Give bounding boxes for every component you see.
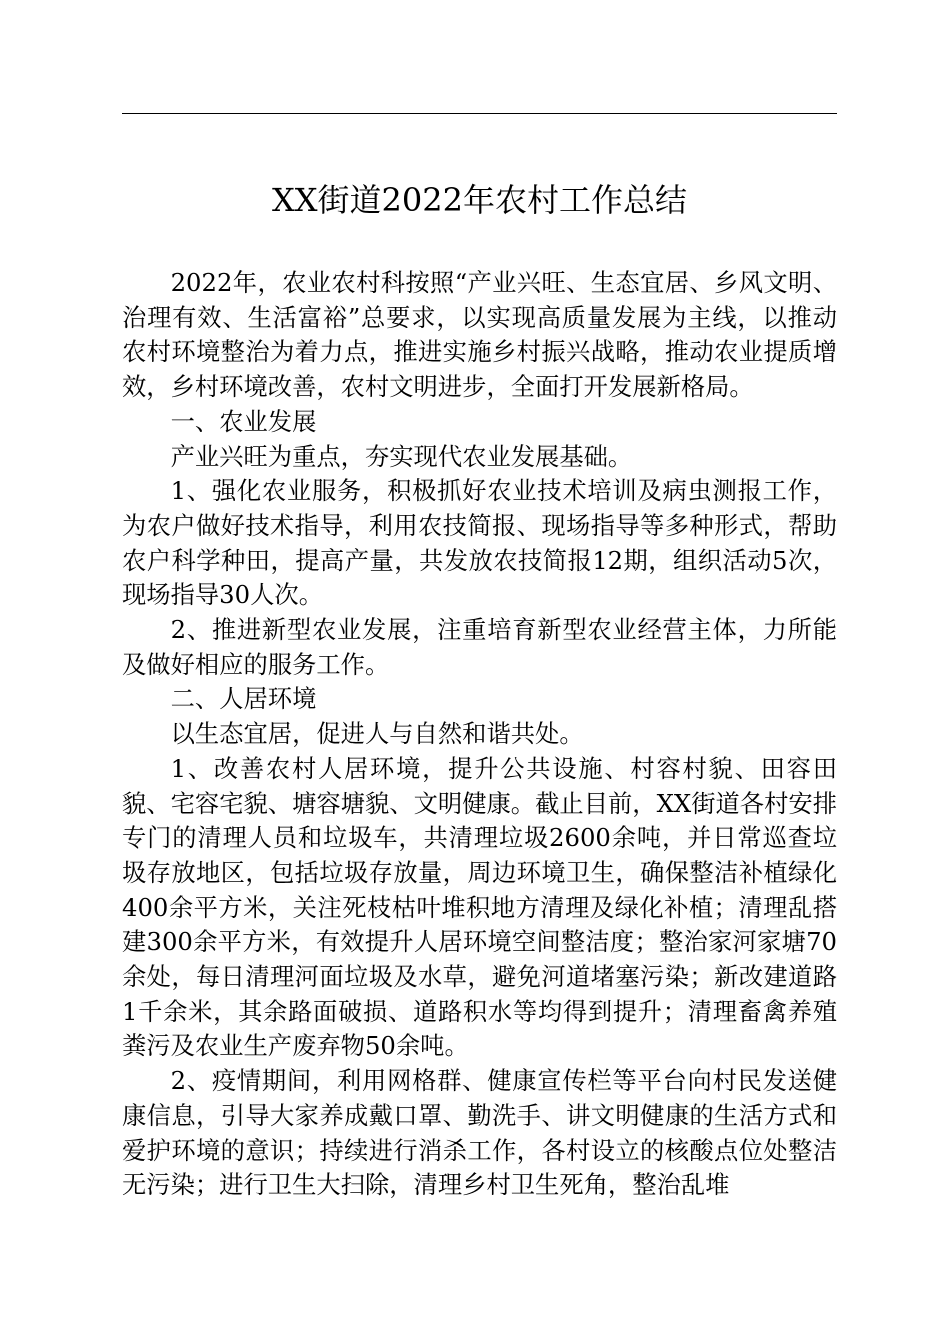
agriculture-item-2: 2、推进新型农业发展，注重培育新型农业经营主体，力所能及做好相应的服务工作。 bbox=[122, 615, 837, 679]
header-rule bbox=[122, 113, 837, 114]
environment-item-1: 1、改善农村人居环境，提升公共设施、村容村貌、田容田貌、宅容宅貌、塘容塘貌、文明健康。截止目前，XX街道各村安排专门的清理人员和垃圾车，共清理垃圾2600余吨，并日常巡查垃圾存放地区，包括垃圾存放量，周边环境卫生，确保整洁补植绿化400余平方米，关注死枝枯叶堆积地方清理及绿化补植；清理乱搭建300余平方米，有效提升人居环境空间整洁度；整治家河家塘70余处，每日清理河面垃圾及水草，避免河道堵塞污染；新改建道路1千余米，其余路面破损、道路积水等均得到提升；清理畜禽养殖粪污及农业生产废弃物50余吨。 bbox=[122, 753, 837, 1061]
agriculture-summary: 产业兴旺为重点，夯实现代农业发展基础。 bbox=[170, 441, 633, 471]
section-heading-agriculture: 一、农业发展 bbox=[170, 406, 317, 436]
intro-paragraph: 2022年，农业农村科按照“产业兴旺、生态宜居、乡风文明、治理有效、生活富裕”总要求，以实现高质量发展为主线，以推动农村环境整治为着力点，推进实施乡村振兴战略，推动农业提质增效，乡村环境改善，农村文明进步，全面打开发展新格局。 bbox=[122, 268, 837, 402]
document-body bbox=[122, 266, 837, 1203]
section-heading-environment: 二、人居环境 bbox=[170, 684, 317, 714]
environment-item-2: 2、疫情期间，利用网格群、健康宣传栏等平台向村民发送健康信息，引导大家养成戴口罩、勤洗手、讲文明健康的生活方式和爱护环境的意识；持续进行消杀工作，各村设立的核酸点位处整洁无污染；进行卫生大扫除，清理乡村卫生死角，整治乱堆 bbox=[122, 1066, 837, 1200]
agriculture-item-1: 1、强化农业服务，积极抓好农业技术培训及病虫测报工作，为农户做好技术指导，利用农技简报、现场指导等多种形式，帮助农户科学种田，提高产量，共发放农技简报12期，组织活动5次，现场指导30人次。 bbox=[122, 476, 837, 610]
environment-summary: 以生态宜居，促进人与自然和谐共处。 bbox=[170, 719, 584, 749]
document-title: XX街道2022年农村工作总结 bbox=[271, 181, 687, 219]
